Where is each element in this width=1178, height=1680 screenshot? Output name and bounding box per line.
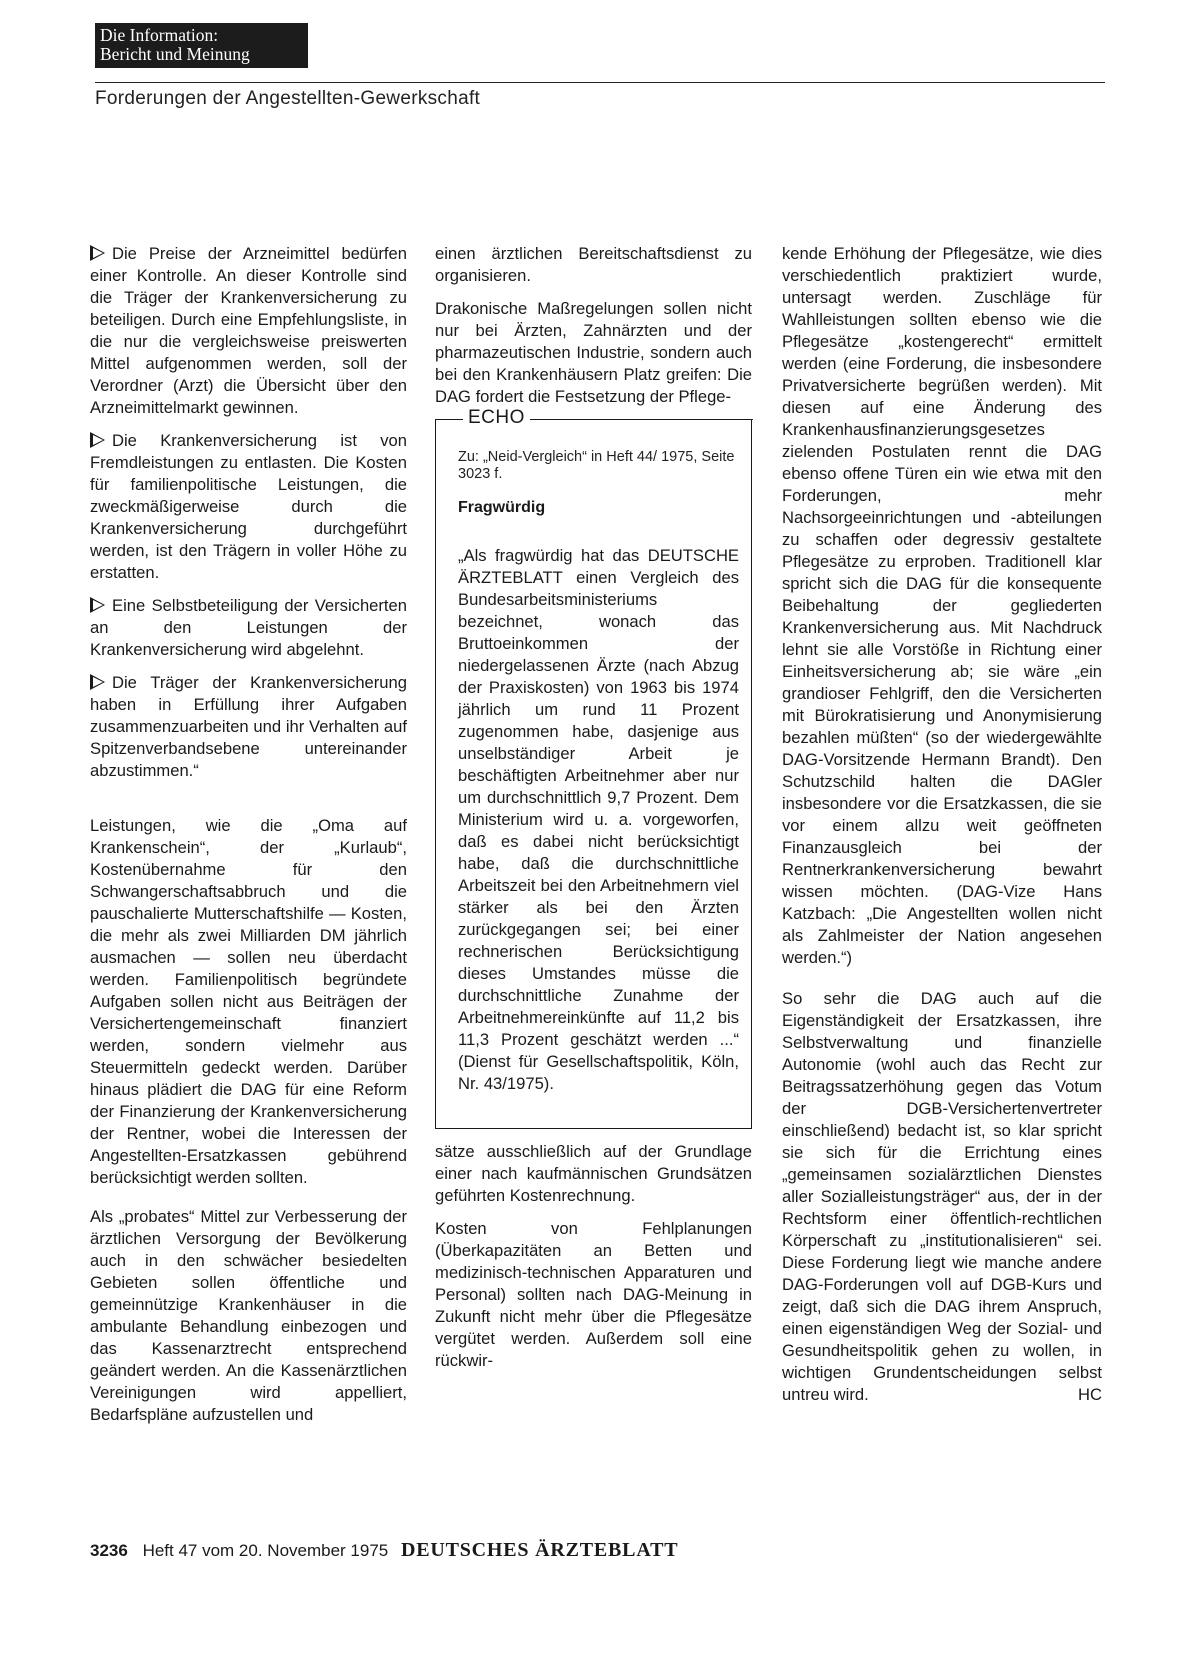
column-2 [435,243,752,1383]
body-paragraph: Kosten von Fehlplanungen (Überkapazitäten an Betten und medizinisch-technischen Apparaturen und Personal) sollten nach DAG-Meinung in Zukunft nicht mehr über die Pflegesätze vergütet werden. Außerdem soll eine rückwir- [435,1219,752,1370]
triangle-bullet-icon [90,432,106,448]
issue-info: Heft 47 vom 20. November 1975 [142,1541,389,1560]
body-paragraph: Drakonische Maßregelungen sollen nicht nur bei Ärzten, Zahnärzten und der pharmazeutischen Industrie, sondern auch bei den Krankenhäusern Platz greifen: Die DAG fordert die Festsetzung der Pflege- [435,299,752,406]
triangle-bullet-icon [90,597,106,613]
echo-body: „Als fragwürdig hat das DEUTSCHE ÄRZTEBLATT einen Vergleich des Bundesarbeitsministeriums bezeichnet, wonach das Bruttoeinkommen der niedergelassenen Ärzte (nach Abzug der Praxiskosten) von 1963 bis 1974 jährlich um rund 11 Prozent zugenommen habe, dasjenige aus unselbständiger Arbeit je beschäftigten Arbeitnehmer aber nur um durchschnittlich 9,7 Prozent. Dem Ministerium wird u. a. vorgeworfen, daß es dabei nicht berücksichtigt habe, daß die durchschnittliche Arbeitszeit bei den Arbeitnehmern viel stärker als bei den Ärzten zurückgegangen sei; bei einer rechnerischen Berücksichtigung dieses Umstandes müsse die durchschnittliche Zunahme der Arbeitnehmereinkünfte auf 11,2 bis 11,3 Prozent geschätzt werden ...“ (Dienst für Gesellschaftspolitik, Köln, Nr. 43/1975). [458,546,739,1093]
author-signature: HC [1078,1385,1102,1404]
body-paragraph: kende Erhöhung der Pflegesätze, wie dies verschiedentlich praktiziert wurde, untersagt werden. Zuschläge für Wahlleistungen sollten ebenso wie die Pflegesätze „kostengerecht“ ermittelt werden (eine Forderung, die insbesondere Privatversicherte begrüßen werden). Mit diesen auf eine Änderung des Krankenhausfinanzierungsgesetzes zielenden Postulaten rennt die DAG ebenso offene Türen ein wie etwa mit den Forderungen, mehr Nachsorgeeinrichtungen und -abteilungen zu schaffen oder degressiv gestaltete Pflegesätze zu erproben. Traditionell klar spricht sich die DAG für die konsequente Beibehaltung der gegliederten Krankenversicherung aus. Mit Nachdruck lehnt sie alle Vorstöße in Richtung einer Einheitsversicherung ab; sie wäre „ein grandioser Fehlgriff, den die Versicherten mit Bürokratisierung und Anonymisierung bezahlen müßten“ (so der wiedergewählte DAG-Vorsitzende Hermann Brandt). Den Schutzschild halten die DAGler insbesondere vor die Ersatzkassen, die sie vor einem allzu weit geöffneten Finanzausgleich bei der Rentnerkrankenversicherung bewahrt wissen möchten. (DAG-Vize Hans Katzbach: „Die Angestellten wollen nicht als Zahlmeister der Nation angesehen werden.“) [782,244,1102,967]
body-paragraph: Leistungen, wie die „Oma auf Krankenschein“, der „Kurlaub“, Kostenübernahme für den Schwangerschaftsabbruch und die pauschalierte Mutterschaftshilfe — Kosten, die mehr als zwei Milliarden DM jährlich ausmachen — sollen neu überdacht werden. Familienpolitisch begründete Aufgaben sollen nicht aus Beiträgen der Versichertengemeinschaft finanziert werden, sondern vielmehr aus Steuermitteln gedeckt werden. Darüber hinaus plädiert die DAG für eine Reform der Finanzierung der Krankenversicherung der Rentner, wobei die Interessen der Angestellten-Ersatzkassen gebührend berücksichtigt werden sollten. [90,816,407,1187]
body-paragraph: Als „probates“ Mittel zur Verbesserung der ärztlichen Versorgung der Bevölkerung auch in den schwächer besiedelten Gebieten sollen öffentliche und gemeinnützige Krankenhäuser in die ambulante Behandlung einbezogen und das Kassenarztrecht entsprechend geändert werden. An die Kassenärztlichen Vereinigungen wird appelliert, Bedarfspläne aufzustellen und [90,1207,407,1424]
column-1 [90,243,407,1437]
badge-line-2: Bericht und Meinung [100,44,250,64]
triangle-bullet-icon [90,245,106,261]
body-paragraph: einen ärztlichen Bereitschaftsdienst zu organisieren. [435,244,752,285]
header-rule [95,82,1105,83]
bullet-paragraph: Die Träger der Krankenversicherung haben in Erfüllung ihrer Aufgaben zusammenzuarbeiten und ihr Verhalten auf Spitzenverbandsebene untereinander abzustimmen.“ [90,673,407,780]
echo-heading: Fragwürdig [458,499,546,516]
section-badge [95,23,308,68]
body-paragraph: sätze ausschließlich auf der Grundlage einer nach kaufmännischen Grundsätzen geführten Kostenrechnung. [435,1142,752,1205]
badge-line-1: Die Information: [100,25,219,45]
body-paragraph: So sehr die DAG auch auf die Eigenständigkeit der Ersatzkassen, ihre Selbstverwaltung und finanzielle Autonomie (wohl auch das Recht zur Beitragssatzerhöhung gegen das Votum der DGB-Versichertenvertreter einschließend) bedacht ist, so klar spricht sie sich für die Errichtung eines „gemeinsamen sozialärztlichen Dienstes aller Sozialleistungsträger“ aus, der in der Rechtsform einer öffentlich-rechtlichen Körperschaft zu „institutionalisieren“ sei. Diese Forderung liegt wie manche andere DAG-Forderungen voll auf DGB-Kurs und zeigt, daß sich die DAG ihrem Anspruch, einen eigenständigen Weg der Sozial- und Gesundheitspolitik gehen zu wollen, in wichtigen Grundentscheidungen selbst untreu wird. HC [782,989,1102,1404]
bullet-paragraph: Eine Selbstbeteiligung der Versicherten an den Leistungen der Krankenversicherung wird abgelehnt. [90,596,407,659]
page-subtitle: Forderungen der Angestellten-Gewerkschaft [95,88,481,109]
column-3 [782,243,1102,1417]
triangle-bullet-icon [90,674,106,690]
page-number: 3236 [90,1541,128,1560]
journal-name: DEUTSCHES ÄRZTEBLATT [400,1539,679,1561]
echo-reference: Zu: „Neid-Vergleich“ in Heft 44/ 1975, Seite 3023 f. [458,449,735,482]
bullet-paragraph: Die Preise der Arzneimittel bedürfen einer Kontrolle. An dieser Kontrolle sind die Träger der Krankenversicherung zu beteiligen. Durch eine Empfehlungsliste, in die nur die vergleichsweise preiswerten Mittel aufgenommen werden, soll der Verordner (Arzt) die Übersicht über den Arzneimittelmarkt gewinnen. [90,244,407,417]
echo-label: ECHO [468,407,525,428]
bullet-paragraph: Die Krankenversicherung ist von Fremdleistungen zu entlasten. Die Kosten für familienpolitische Leistungen, die zweckmäßigerweise durch die Krankenversicherung durchgeführt werden, ist den Trägern in voller Höhe zu erstatten. [90,431,407,582]
page-footer [90,1539,678,1562]
echo-box [435,407,752,1129]
